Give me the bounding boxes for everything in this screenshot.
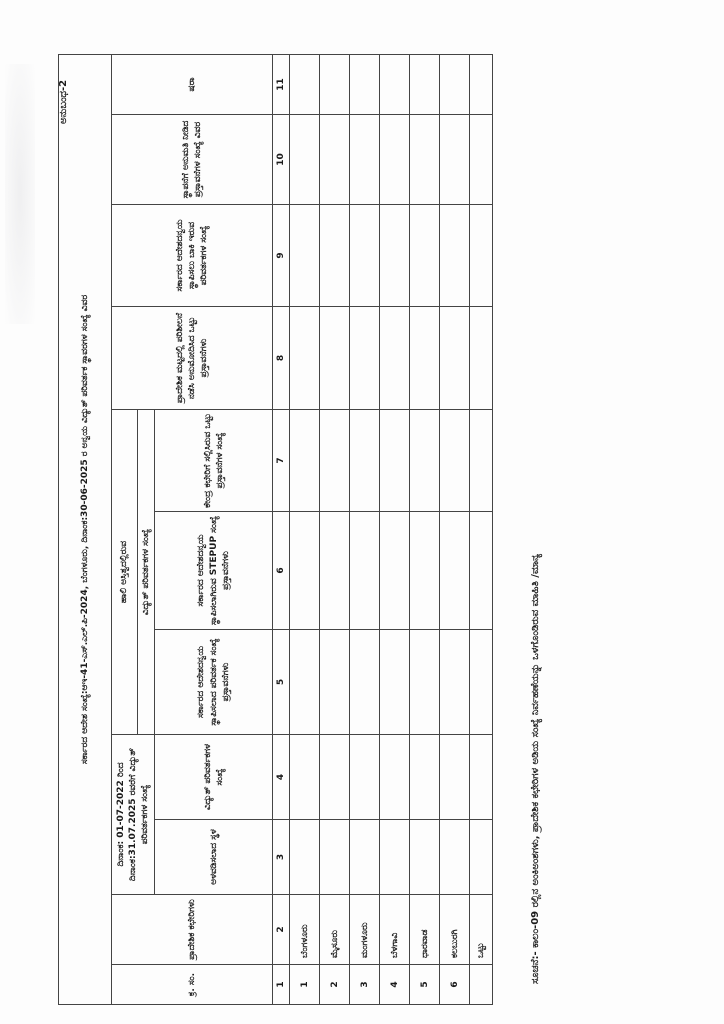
- annex-label: ಅನುಬಂಧ-2: [58, 79, 69, 124]
- table-title: ಸರ್ಕಾರದ ಆದೇಶ ಸಂಖ್ಯೆ:ಆಇ-41-ಎಸ್.ಎಲ್.ಪಿ-2024, ಬೆಂಗಳೂರು, ದಿನಾಂಕ:30-06-2025 ರ ಅನ್ವಯ ವಿದ್ಯುತ್ ಪರಿವರ್ತಕ ಸ್ಥಾವರಗಳ ಸಂಖ್ಯೆ ವಿವರ: [59, 55, 112, 1005]
- cell: [410, 410, 440, 512]
- total-label: ಒಟ್ಟು: [470, 895, 493, 965]
- cell: [470, 307, 493, 410]
- header-col11: ಷರಾ: [112, 55, 273, 115]
- cell: [470, 630, 493, 735]
- cell: [350, 735, 380, 820]
- cell: [350, 630, 380, 735]
- colnum: 10: [273, 115, 290, 205]
- cell: [290, 205, 320, 307]
- table-row: [380, 55, 410, 1005]
- colnum: 6: [273, 512, 290, 630]
- table-row: [290, 55, 320, 1005]
- footer-note: ಸೂಚನೆ:- ಕಾಲಂ-09 ರಲ್ಲಿನ ಅಂಕಿಅಂಶಗಳು, ಪ್ರಾದೇಶಿಕ ಕಛೇರಿಗಳ ಅಡಿಯ ಸಂಖ್ಯೆ ನಿರ್ವಹಣೆಯನ್ನು ಒಳಗೊಂಡಿರುವ ಮಾಹಿತಿ /ಮಾನ್ಯ: [530, 554, 541, 984]
- cell: [470, 735, 493, 820]
- header-col3: ಅಳವಡಿಸಲಾದ ಸ್ಥಳ: [155, 820, 273, 895]
- scan-smudge: [5, 64, 35, 324]
- row-sno: 1: [290, 965, 320, 1005]
- row-sno: 5: [410, 965, 440, 1005]
- table-row: [440, 55, 470, 1005]
- cell: [320, 55, 350, 115]
- cell: [440, 55, 470, 115]
- cell: [350, 820, 380, 895]
- header-group-top: ಹಾಲಿ ಅಸ್ತಿತ್ವದಲ್ಲಿರುವ: [112, 410, 138, 735]
- cell: [410, 820, 440, 895]
- header-col8: ಪ್ರಾದೇಶಿಕ ಮಟ್ಟದಲ್ಲಿ ಪರಿಶೀಲನೆ ನಡೆಸಿ ಅನುಮೋದಿಸಿದ ಒಟ್ಟು ಪ್ರಸ್ತಾವನೆಗಳು: [112, 307, 273, 410]
- cell: [440, 735, 470, 820]
- colnum: 1: [273, 965, 290, 1005]
- cell: [290, 735, 320, 820]
- cell: [320, 735, 350, 820]
- colnum: 8: [273, 307, 290, 410]
- row-region: ಬೆಂಗಳೂರು: [290, 895, 320, 965]
- total-row: [470, 55, 493, 1005]
- table-row: [320, 55, 350, 1005]
- header-col6: ಸರ್ಕಾರದ ಆದೇಶದನ್ವಯ ಸ್ಥಾಪಿಸಲಾಗಿರುವ STEPUP ಸಂಖ್ಯೆ ಪ್ರಸ್ತಾವನೆಗಳು: [155, 512, 273, 630]
- cell: [320, 630, 350, 735]
- cell: [470, 820, 493, 895]
- row-region: ಧಾರವಾಡ: [410, 895, 440, 965]
- header-group-sub: ವಿದ್ಯುತ್ ಪರಿವರ್ತಕಗಳ ಸಂಖ್ಯೆ: [138, 410, 155, 735]
- cell: [380, 115, 410, 205]
- cell: [410, 307, 440, 410]
- cell: [290, 307, 320, 410]
- cell: [440, 512, 470, 630]
- cell: [380, 205, 410, 307]
- colnum: 5: [273, 630, 290, 735]
- header-region: ಪ್ರಾದೇಶಿಕ ಕಛೇರಿಗಳು: [112, 895, 273, 965]
- cell: [470, 512, 493, 630]
- cell: [320, 512, 350, 630]
- row-region: ಕಲಬುರಗಿ: [440, 895, 470, 965]
- column-number-row: [273, 55, 290, 1005]
- header-period-group: ದಿನಾಂಕ: 01-07-2022 ರಿಂದ ದಿನಾಂಕ:31.07.2025 ರವರೆಗೆ ವಿದ್ಯುತ್ ಪರಿವರ್ತಕಗಳ ಸಂಖ್ಯೆ: [112, 735, 155, 895]
- cell: [290, 115, 320, 205]
- cell: [410, 630, 440, 735]
- header-col4: ವಿದ್ಯುತ್ ಪರಿವರ್ತಕಗಳ ಸಂಖ್ಯೆ: [155, 735, 273, 820]
- cell: [290, 410, 320, 512]
- cell: [380, 55, 410, 115]
- header-col5: ಸರ್ಕಾರದ ಆದೇಶದನ್ವಯ ಸ್ಥಾಪಿಸಲಾದ ಪರಿವರ್ತಕ ಸಂಖ್ಯೆ ಪ್ರಸ್ತಾವನೆಗಳು: [155, 630, 273, 735]
- cell: [320, 820, 350, 895]
- cell: [350, 512, 380, 630]
- cell: [350, 205, 380, 307]
- cell: [380, 630, 410, 735]
- header-sno: ಕ್ರ. ಸಂ.: [112, 965, 273, 1005]
- cell: [470, 410, 493, 512]
- cell: [380, 820, 410, 895]
- cell: [290, 55, 320, 115]
- cell: [410, 205, 440, 307]
- cell: [440, 115, 470, 205]
- cell: [440, 205, 470, 307]
- table-row: [350, 55, 380, 1005]
- cell: [410, 735, 440, 820]
- cell: [350, 307, 380, 410]
- cell: [350, 55, 380, 115]
- colnum: 7: [273, 410, 290, 512]
- cell: [320, 410, 350, 512]
- cell: [380, 410, 410, 512]
- cell: [440, 410, 470, 512]
- cell: [380, 307, 410, 410]
- row-region: ಮಂಗಳೂರು: [350, 895, 380, 965]
- row-region: ಬೆಳಗಾವಿ: [380, 895, 410, 965]
- cell: [380, 512, 410, 630]
- cell: [410, 115, 440, 205]
- cell: [440, 820, 470, 895]
- row-sno: 2: [320, 965, 350, 1005]
- cell: [290, 820, 320, 895]
- header-col9: ಸರ್ಕಾರದ ಆದೇಶದನ್ವಯ ಸ್ಥಾಪಿಸಲು ಬಾಕಿ ಇರುವ ಪರಿವರ್ತಕಗಳ ಸಂಖ್ಯೆ: [112, 205, 273, 307]
- row-sno: 6: [440, 965, 470, 1005]
- row-region: ಮೈಸೂರು: [320, 895, 350, 965]
- cell: [470, 55, 493, 115]
- row-sno: 3: [350, 965, 380, 1005]
- header-col10: ಸ್ಥಾಪನೆಗೆ ಅನುಮತಿ ನೀಡಿದ ಪ್ರಸ್ತಾವನೆಗಳ ಸಂಖ್ಯೆ ವಿವರ: [112, 115, 273, 205]
- cell: [380, 735, 410, 820]
- colnum: 4: [273, 735, 290, 820]
- cell: [470, 965, 493, 1005]
- cell: [290, 512, 320, 630]
- cell: [470, 115, 493, 205]
- colnum: 11: [273, 55, 290, 115]
- cell: [320, 115, 350, 205]
- header-col7: ಕೇಂದ್ರ ಕಛೇರಿಗೆ ಸಲ್ಲಿಸಿರುವ ಒಟ್ಟು ಪ್ರಸ್ತಾವನೆಗಳ ಸಂಖ್ಯೆ: [155, 410, 273, 512]
- cell: [410, 512, 440, 630]
- cell: [290, 630, 320, 735]
- colnum: 2: [273, 895, 290, 965]
- cell: [350, 410, 380, 512]
- data-table: [58, 54, 493, 1005]
- colnum: 9: [273, 205, 290, 307]
- row-sno: 4: [380, 965, 410, 1005]
- cell: [410, 55, 440, 115]
- cell: [350, 115, 380, 205]
- cell: [440, 307, 470, 410]
- cell: [440, 630, 470, 735]
- cell: [320, 205, 350, 307]
- cell: [320, 307, 350, 410]
- cell: [470, 205, 493, 307]
- table-row: [410, 55, 440, 1005]
- colnum: 3: [273, 820, 290, 895]
